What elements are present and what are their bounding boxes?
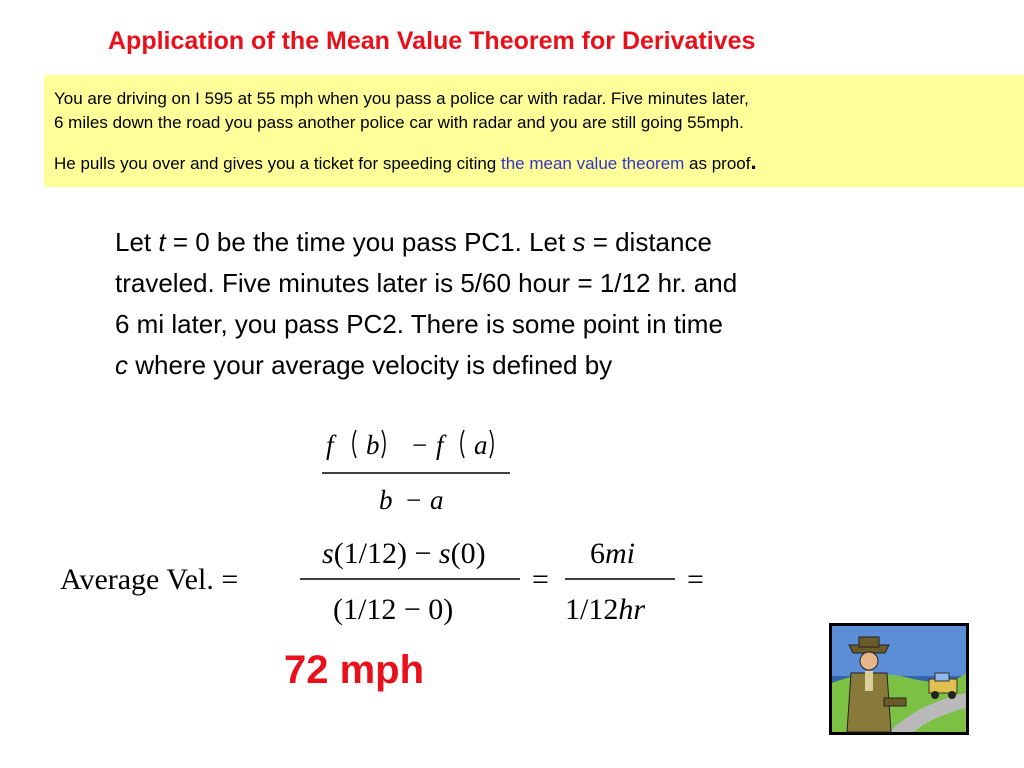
var-t: t bbox=[158, 227, 166, 257]
den-a: a bbox=[430, 485, 444, 515]
var-c: c bbox=[115, 350, 128, 380]
explanation-line-3: 6 mi later, you pass PC2. There is some point in time bbox=[115, 309, 723, 339]
minus: − bbox=[412, 430, 428, 460]
average-velocity-formula bbox=[55, 530, 735, 640]
avg-vel-label: Average Vel. = bbox=[60, 563, 239, 596]
explanation-line-1 bbox=[115, 222, 955, 263]
explanation-line-2: traveled. Five minutes later is 5/60 hour = 1/12 hr. and bbox=[115, 268, 738, 298]
f1: f bbox=[326, 430, 334, 460]
problem-line-3-text: He pulls you over and gives you a ticket for speeding citing bbox=[54, 154, 501, 173]
var-s: s bbox=[572, 227, 586, 257]
explanation-line-4 bbox=[115, 345, 955, 386]
text: where your average velocity is defined by bbox=[128, 350, 613, 380]
den-b: b bbox=[379, 485, 393, 515]
problem-period: . bbox=[750, 149, 757, 174]
explanation-paragraph bbox=[115, 222, 955, 386]
equals-1: = bbox=[532, 563, 549, 596]
police-officer-clipart bbox=[829, 623, 969, 735]
problem-box bbox=[44, 75, 1024, 187]
text: Let bbox=[115, 227, 159, 257]
text: = distance bbox=[585, 227, 712, 257]
problem-line-2: 6 miles down the road you pass another police car with radar and you are still going 55mph. bbox=[54, 113, 744, 132]
b: b bbox=[366, 430, 380, 460]
equals-2: = bbox=[687, 563, 704, 596]
f2: f bbox=[436, 430, 444, 460]
mvt-formula bbox=[318, 422, 518, 517]
slide-title: Application of the Mean Value Theorem for Derivatives bbox=[108, 27, 756, 55]
problem-line-1: You are driving on I 595 at 55 mph when you pass a police car with radar. Five minutes later, bbox=[54, 89, 749, 108]
den2: 1/12hr bbox=[565, 593, 646, 626]
mvt-link[interactable]: the mean value theorem bbox=[500, 154, 685, 173]
answer-72mph: 72 mph bbox=[284, 648, 425, 692]
a: a bbox=[474, 430, 488, 460]
num1-part1: s(1/12) − s(0) bbox=[322, 537, 486, 570]
problem-line-3 bbox=[54, 150, 757, 176]
den-minus: − bbox=[406, 485, 422, 515]
problem-line-3-tail: as proof bbox=[684, 154, 751, 173]
num2: 6mi bbox=[590, 537, 635, 570]
text: = 0 be the time you pass PC1. Let bbox=[165, 227, 573, 257]
den1: (1/12 − 0) bbox=[333, 593, 454, 626]
